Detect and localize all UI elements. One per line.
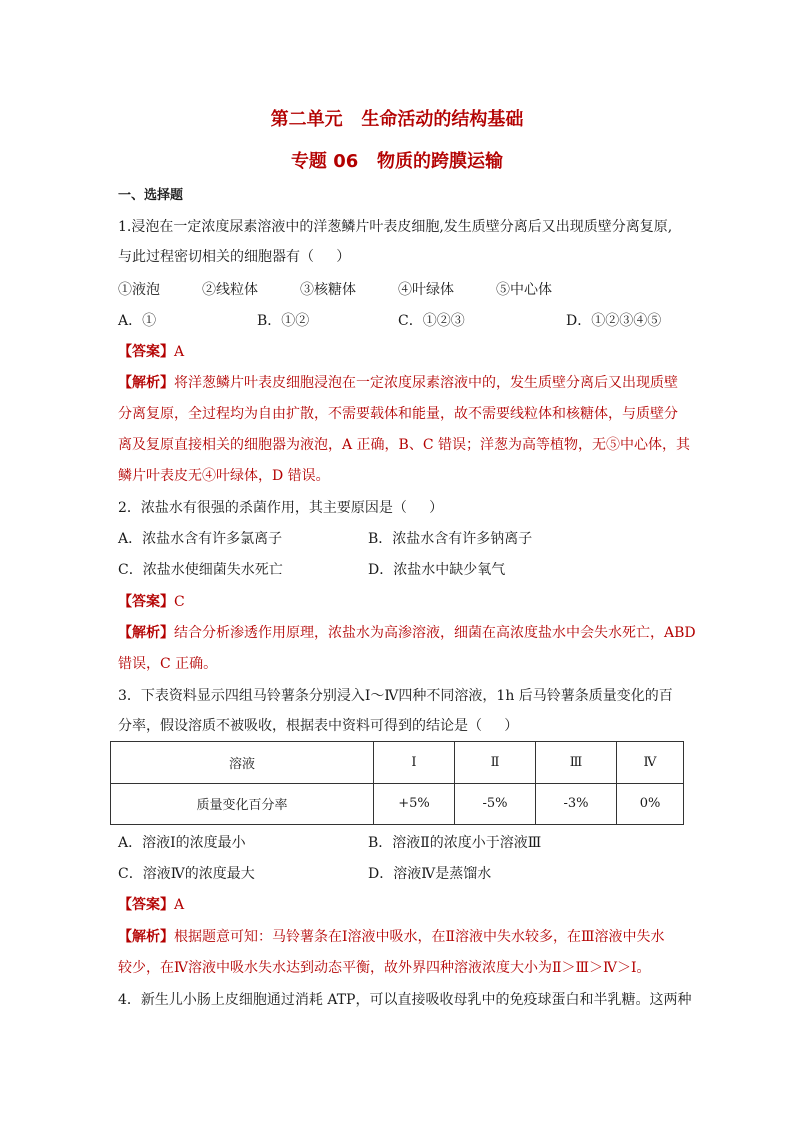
analysis-text: 将洋葱鳞片叶表皮细胞浸泡在一定浓度尿素溶液中的，发生质壁分离后又出现质壁 — [174, 375, 678, 391]
q3-option-a: A．溶液Ⅰ的浓度最小 — [118, 835, 246, 851]
q4-stem-line1: 4．新生儿小肠上皮细胞通过消耗 ATP，可以直接吸收母乳中的免疫球蛋白和半乳糖。这两种 — [118, 992, 692, 1008]
answer-value: A — [174, 897, 185, 913]
analysis-tag: 【解析】 — [118, 375, 174, 391]
answer-value: A — [174, 344, 185, 360]
q1-item: ⑤中心体 — [496, 282, 552, 298]
q3-option-c: C．溶液Ⅳ的浓度最大 — [118, 866, 255, 882]
q1-item: ②线粒体 — [202, 282, 258, 298]
topic-title: 专题 06 物质的跨膜运输 — [290, 151, 504, 172]
table-header-cell: Ⅳ — [617, 742, 684, 784]
table-row — [111, 783, 684, 825]
q2-stem: 2．浓盐水有很强的杀菌作用，其主要原因是（ ） — [118, 500, 444, 516]
table-header-cell: 溶液 — [111, 742, 374, 784]
analysis-tag: 【解析】 — [118, 929, 174, 945]
table-cell: 0% — [617, 783, 684, 825]
q2-analysis-line2: 错误，C 正确。 — [118, 656, 218, 672]
q1-stem-line2: 与此过程密切相关的细胞器有（ ） — [118, 249, 351, 265]
table-header-row — [111, 742, 684, 784]
q1-item: ①液泡 — [118, 282, 160, 298]
q1-analysis-line3: 离及复原直接相关的细胞器为液泡，A 正确，B、C 错误；洋葱为高等植物，无⑤中心体，其 — [118, 437, 691, 453]
answer-tag: 【答案】 — [118, 344, 174, 360]
table-header-cell: Ⅱ — [455, 742, 536, 784]
table-header-cell: Ⅰ — [374, 742, 455, 784]
q1-option-c: C．①②③ — [398, 313, 465, 329]
q3-answer — [118, 895, 184, 915]
q1-option-b: B．①② — [257, 313, 310, 329]
table-cell: +5% — [374, 783, 455, 825]
q2-answer — [118, 592, 185, 612]
q1-analysis-line2: 分离复原，全过程均为自由扩散，不需要载体和能量，故不需要线粒体和核糖体，与质壁分 — [118, 406, 678, 422]
table-header-cell: Ⅲ — [536, 742, 617, 784]
q3-analysis-line2: 较少，在Ⅳ溶液中吸水失水达到动态平衡，故外界四种溶液浓度大小为Ⅱ＞Ⅲ＞Ⅳ＞Ⅰ。 — [118, 960, 651, 976]
q2-option-d: D．浓盐水中缺少氧气 — [368, 562, 506, 578]
q2-option-b: B．浓盐水含有许多钠离子 — [368, 531, 533, 547]
q1-analysis-line1 — [118, 373, 678, 393]
table-cell: -3% — [536, 783, 617, 825]
q1-answer — [118, 342, 184, 362]
table-cell: 质量变化百分率 — [111, 783, 374, 825]
q1-analysis-line4: 鳞片叶表皮无④叶绿体，D 错误。 — [118, 468, 330, 484]
q3-option-d: D．溶液Ⅳ是蒸馏水 — [368, 866, 492, 882]
q1-stem-line1: 1.浸泡在一定浓度尿素溶液中的洋葱鳞片叶表皮细胞,发生质壁分离后又出现质壁分离复原, — [118, 219, 673, 235]
q1-option-d: D．①②③④⑤ — [566, 313, 662, 329]
section-heading: 一、选择题 — [118, 188, 184, 203]
answer-tag: 【答案】 — [118, 594, 174, 610]
q1-item: ③核糖体 — [300, 282, 356, 298]
q1-option-a: A．① — [118, 313, 157, 329]
data-table — [110, 741, 684, 825]
unit-title: 第二单元 生命活动的结构基础 — [270, 109, 524, 130]
table-cell: -5% — [455, 783, 536, 825]
q2-option-a: A．浓盐水含有许多氯离子 — [118, 531, 283, 547]
answer-tag: 【答案】 — [118, 897, 174, 913]
q3-option-b: B．溶液Ⅱ的浓度小于溶液Ⅲ — [368, 835, 542, 851]
q3-analysis-line1 — [118, 927, 665, 947]
analysis-text: 结合分析渗透作用原理，浓盐水为高渗溶液，细菌在高浓度盐水中会失水死亡，ABD — [174, 625, 696, 641]
analysis-text: 根据题意可知：马铃薯条在Ⅰ溶液中吸水，在Ⅱ溶液中失水较多，在Ⅲ溶液中失水 — [174, 929, 665, 945]
q1-item: ④叶绿体 — [398, 282, 454, 298]
q2-analysis-line1 — [118, 623, 696, 643]
q2-option-c: C．浓盐水使细菌失水死亡 — [118, 562, 283, 578]
answer-value: C — [174, 594, 185, 610]
analysis-tag: 【解析】 — [118, 625, 174, 641]
q3-stem-line1: 3．下表资料显示四组马铃薯条分别浸入Ⅰ～Ⅳ四种不同溶液，1h 后马铃薯条质量变化的百 — [118, 688, 673, 704]
q3-stem-line2: 分率，假设溶质不被吸收，根据表中资料可得到的结论是（ ） — [118, 718, 519, 734]
